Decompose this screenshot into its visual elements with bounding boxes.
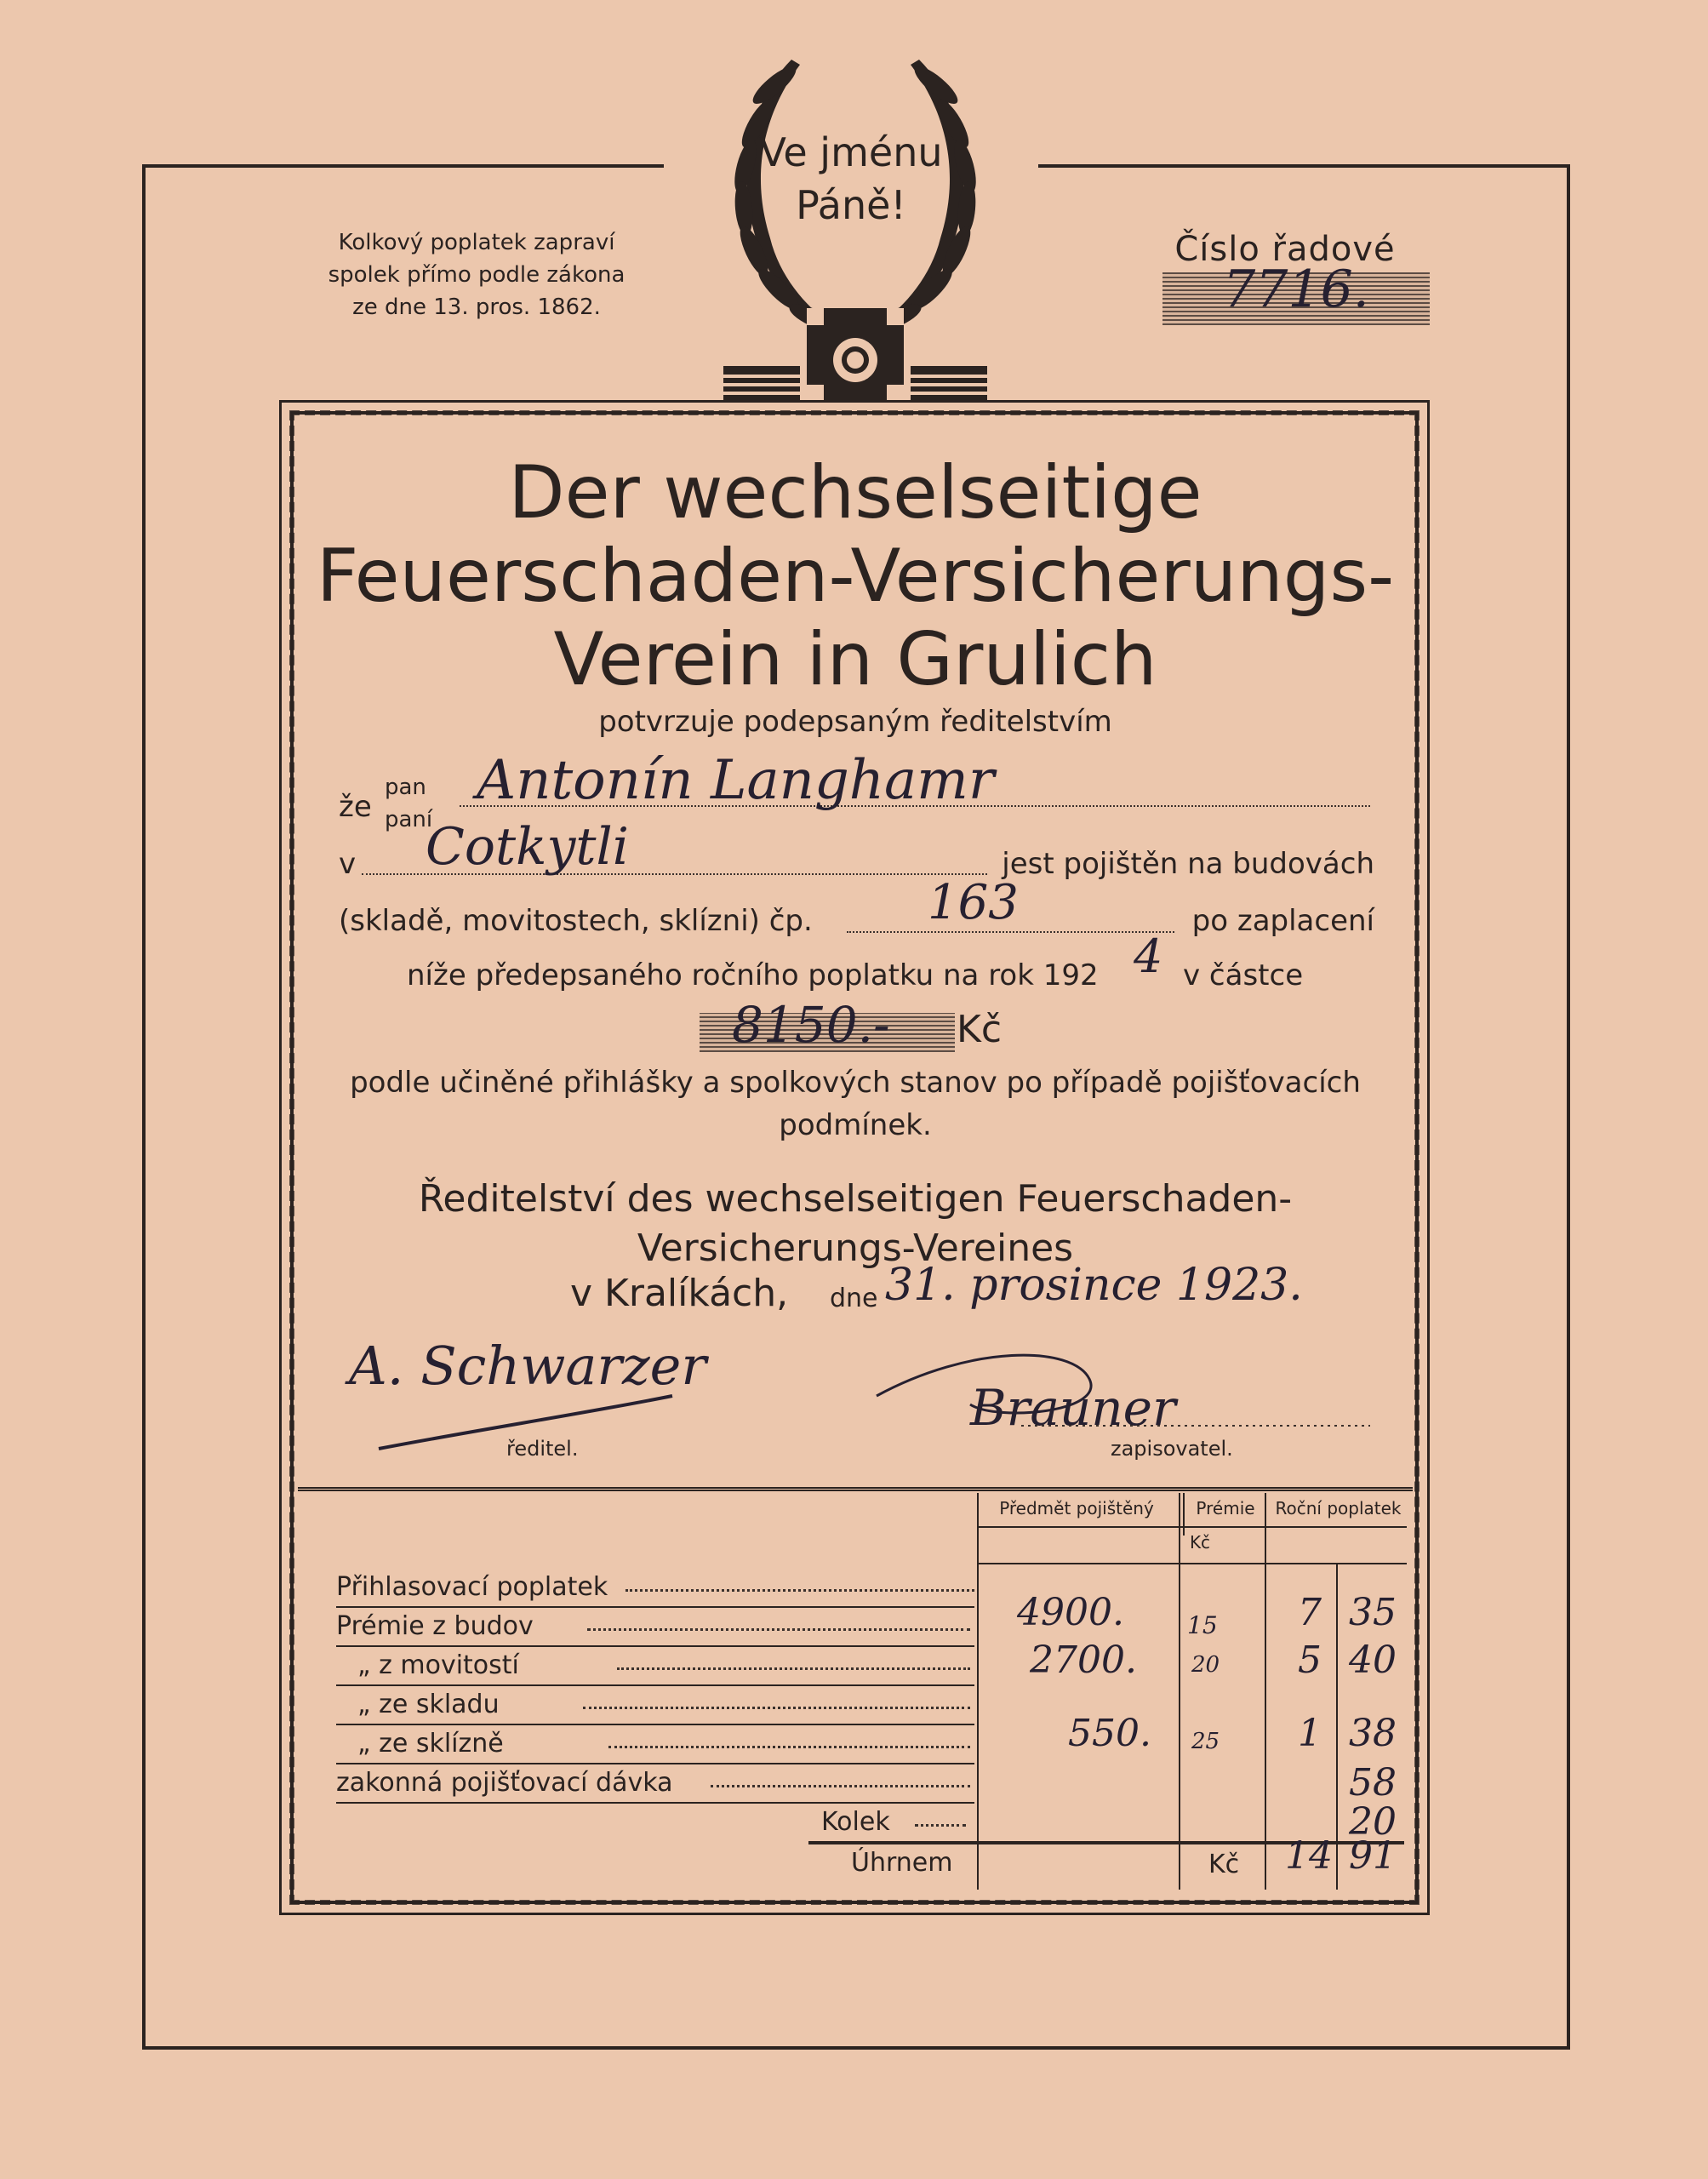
title-line3: Verein in Grulich: [553, 617, 1157, 702]
confirms-text: potvrzuje podepsaným ředitelstvím: [598, 705, 1112, 739]
fee-text: níže předepsaného ročního poplatku na rok 192: [407, 958, 1099, 992]
row-leader: [626, 1589, 974, 1592]
table-row: [336, 1686, 1408, 1725]
title-line2: Feuerschaden-Versicherungs-: [316, 534, 1395, 619]
directorate-place: v Kralíkách,: [570, 1272, 789, 1315]
row-kc: 1: [1298, 1712, 1322, 1755]
header-premium: Prémie: [1196, 1498, 1255, 1518]
insured-place: Cotkytli: [426, 817, 629, 877]
table-row: [336, 1712, 1408, 1764]
table-top-border: [298, 1487, 1413, 1491]
year-digit: 4: [1134, 929, 1163, 983]
page-title: [298, 451, 1413, 701]
goods-text: (skladě, movitostech, sklízni) čp.: [339, 904, 813, 938]
title-line1: Der wechselseitige: [508, 450, 1202, 535]
row-label: zakonná pojišťovací dávka: [336, 1768, 673, 1798]
row-leader: [583, 1707, 970, 1709]
stamp-note-line2: spolek přímo podle zákona: [328, 262, 626, 288]
directorate-line1: Ředitelství des wechselseitigen Feuerschaden-: [418, 1177, 1293, 1221]
directorate-block: [332, 1175, 1379, 1273]
clerk-role: zapisovatel.: [1111, 1437, 1233, 1461]
header-rule-2: [977, 1563, 1407, 1564]
insured-name: Antonín Langhamr: [477, 749, 995, 812]
issue-date: 31. prosince 1923.: [885, 1260, 1303, 1311]
row-subject: 2700.: [1030, 1639, 1137, 1682]
row-h: 58: [1349, 1761, 1397, 1804]
table-row: [336, 1761, 1408, 1804]
table-row: [336, 1800, 1408, 1844]
wreath-line1: Ve jménu: [759, 129, 943, 175]
row-label: Prémie z budov: [336, 1611, 534, 1641]
stamp-note-line3: ze dne 13. pros. 1862.: [352, 295, 601, 320]
total-h: 91: [1349, 1834, 1397, 1878]
signature-flourish-right: [868, 1328, 1379, 1430]
header-annual: Roční poplatek: [1275, 1498, 1402, 1518]
amount-currency: Kč: [957, 1008, 1003, 1051]
row-premium: 15: [1187, 1611, 1218, 1639]
pan-label: pan: [385, 775, 426, 800]
amount-value: 8150.-: [732, 996, 890, 1054]
row-label: „ ze sklízně: [357, 1729, 504, 1759]
total-kc: 14: [1285, 1834, 1333, 1878]
conditions-line2: podmínek.: [779, 1108, 932, 1142]
total-unit: Kč: [1208, 1850, 1240, 1879]
row-leader: [587, 1628, 970, 1631]
signature-director: A. Schwarzer: [349, 1335, 706, 1397]
row-label: Kolek: [821, 1807, 890, 1837]
row-premium: 25: [1191, 1729, 1220, 1754]
insured-text: jest pojištěn na budovách: [1002, 847, 1374, 881]
ze-label: že: [339, 790, 372, 824]
cp-line: [847, 931, 1174, 933]
row-kc: 7: [1298, 1591, 1322, 1634]
row-h: 38: [1349, 1712, 1397, 1755]
row-leader: [608, 1746, 970, 1748]
table-total-row: [336, 1834, 1408, 1884]
row-h: 35: [1349, 1591, 1397, 1634]
row-leader: [915, 1824, 966, 1827]
conditions-line1: podle učiněné přihlášky a spolkových stanov po případě pojišťovacích: [350, 1066, 1361, 1100]
directorate-line2: Versicherungs-Vereines: [637, 1227, 1074, 1270]
serial-number: 7716.: [1223, 260, 1369, 319]
stamp-note-line1: Kolkový poplatek zapraví: [338, 230, 615, 255]
row-leader: [711, 1785, 970, 1787]
cp-value: 163: [928, 875, 1019, 930]
after-payment: po zaplacení: [1191, 904, 1374, 938]
amount-text: v částce: [1183, 958, 1304, 992]
wreath-motto: [740, 126, 962, 232]
header-subject: Předmět pojištěný: [999, 1498, 1154, 1518]
v-label: v: [339, 847, 357, 881]
wreath-line2: Páně!: [796, 182, 906, 228]
header-unit: Kč: [1189, 1532, 1211, 1553]
row-kc: 5: [1298, 1639, 1322, 1682]
table-row: [336, 1639, 1408, 1686]
row-h: 20: [1349, 1800, 1397, 1844]
row-leader: [617, 1667, 970, 1670]
row-premium: 20: [1191, 1652, 1220, 1678]
table-row: [336, 1569, 1408, 1608]
table-body: [336, 1569, 1408, 1909]
col-divider-2b: [1183, 1493, 1185, 1536]
pani-label: paní: [385, 807, 433, 832]
row-label: „ ze skladu: [357, 1690, 500, 1719]
header-rule: [977, 1526, 1407, 1528]
row-h: 40: [1349, 1639, 1397, 1682]
director-role: ředitel.: [506, 1437, 579, 1461]
total-label: Úhrnem: [851, 1848, 953, 1878]
stamp-note: [298, 226, 655, 323]
dne-label: dne: [830, 1284, 878, 1313]
row-label: Přihlasovací poplatek: [336, 1572, 608, 1602]
row-subject: 550.: [1068, 1712, 1151, 1755]
serial-label: Číslo řadové: [1174, 230, 1396, 269]
signature-clerk: Brauner: [970, 1379, 1176, 1437]
row-subject: 4900.: [1017, 1591, 1124, 1634]
row-label: „ z movitostí: [357, 1650, 519, 1680]
table-row: [336, 1591, 1408, 1647]
